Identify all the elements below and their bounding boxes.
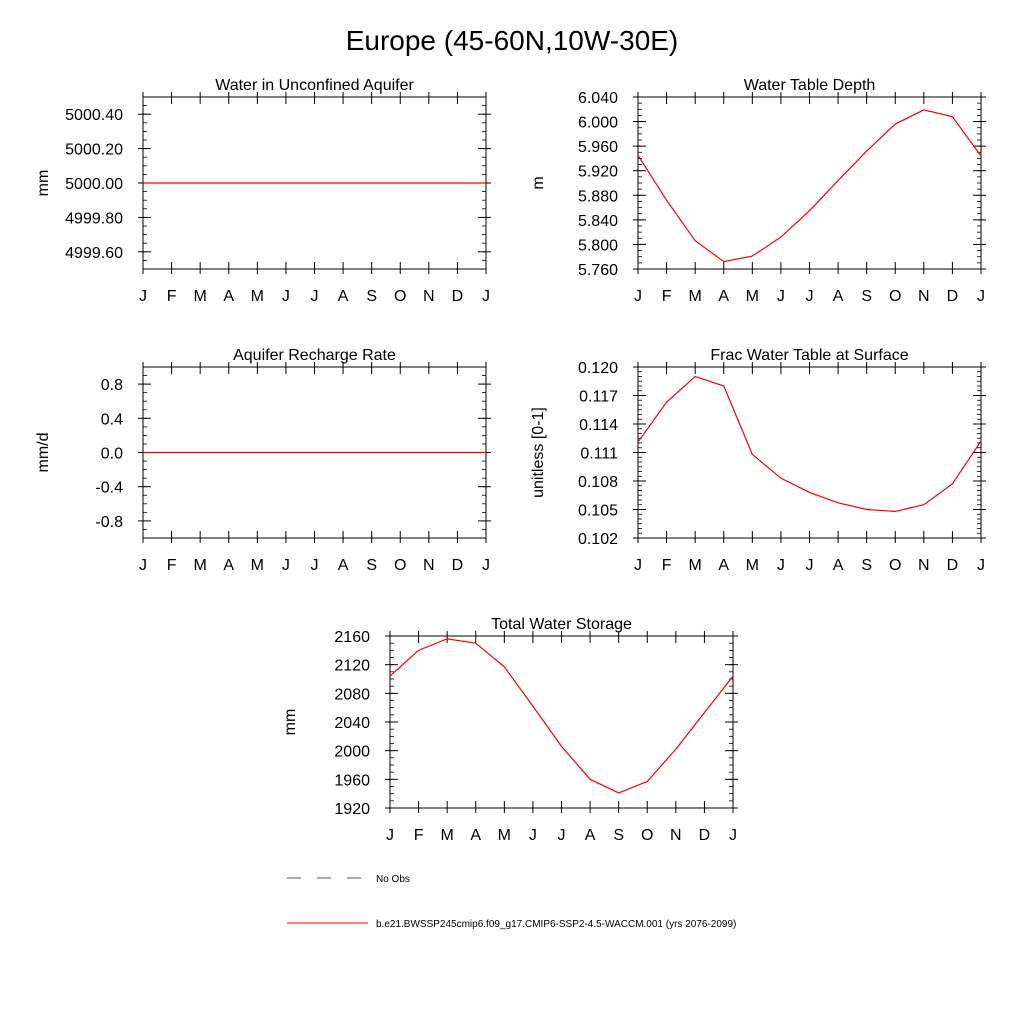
y-tick-label: -0.8 — [95, 513, 123, 531]
x-tick-label: J — [310, 557, 319, 574]
y-tick-label: 0.120 — [577, 360, 618, 377]
panel-frac-water-table-at-surface — [530, 347, 986, 574]
y-tick-label: 2080 — [334, 686, 370, 704]
y-axis-label: mm/d — [35, 432, 52, 473]
x-tick-label: J — [977, 288, 985, 305]
y-tick-label: 1960 — [334, 772, 370, 790]
x-tick-label: M — [193, 557, 207, 574]
x-tick-label: A — [337, 557, 349, 574]
x-tick-label: D — [451, 288, 464, 305]
x-tick-label: F — [661, 288, 672, 305]
x-tick-label: D — [946, 557, 959, 574]
y-tick-label: 0.111 — [580, 445, 618, 463]
panel-total-water-storage — [282, 616, 738, 844]
x-tick-label: N — [918, 557, 930, 574]
panel-water-table-depth — [530, 77, 986, 305]
y-tick-label: 5.760 — [577, 262, 618, 279]
x-tick-label: M — [250, 288, 264, 305]
x-tick-label: N — [918, 288, 930, 305]
series-line — [638, 377, 981, 512]
panel-title: Water in Unconfined Aquifer — [215, 77, 414, 94]
y-tick-label: 0.8 — [100, 377, 123, 395]
y-tick-label: 5000.20 — [65, 141, 123, 159]
y-tick-label: 4999.60 — [65, 244, 123, 262]
y-tick-label: 0.108 — [577, 474, 618, 491]
x-tick-label: J — [805, 288, 814, 305]
x-tick-label: J — [281, 288, 290, 305]
y-tick-label: -0.4 — [95, 479, 123, 497]
x-tick-label: J — [482, 288, 490, 305]
y-tick-label: 4999.80 — [65, 210, 123, 228]
x-tick-label: F — [413, 827, 424, 844]
x-tick-label: J — [528, 827, 537, 844]
x-tick-label: J — [634, 557, 642, 574]
y-tick-label: 6.000 — [577, 114, 618, 132]
x-tick-label: M — [745, 288, 759, 305]
x-tick-label: A — [832, 557, 844, 574]
y-tick-label: 0.105 — [577, 502, 618, 520]
x-tick-label: J — [310, 288, 319, 305]
y-tick-label: 2160 — [334, 629, 370, 646]
x-tick-label: A — [718, 288, 730, 305]
x-tick-label: O — [641, 827, 654, 844]
series-line — [638, 110, 981, 262]
x-tick-label: A — [584, 827, 596, 844]
panel-aquifer-recharge-rate — [35, 347, 491, 574]
legend-model-label: b.e21.BWSSP245cmip6.f09_g17.CMIP6-SSP2-4.5-WACCM.001 (yrs 2076-2099) — [376, 919, 737, 930]
plot-frame — [390, 636, 733, 808]
x-tick-label: J — [634, 288, 642, 305]
x-tick-label: J — [386, 827, 394, 844]
x-tick-label: M — [250, 557, 264, 574]
x-tick-label: S — [366, 288, 378, 305]
x-tick-label: O — [394, 557, 407, 574]
x-tick-label: M — [688, 288, 702, 305]
x-tick-label: N — [423, 557, 435, 574]
y-tick-label: 5000.00 — [65, 176, 123, 193]
x-tick-label: M — [440, 827, 454, 844]
y-tick-label: 1920 — [334, 801, 370, 818]
x-tick-label: S — [613, 827, 625, 844]
x-tick-label: F — [166, 288, 177, 305]
y-tick-label: 0.0 — [100, 445, 123, 463]
x-tick-label: M — [745, 557, 759, 574]
x-tick-label: N — [423, 288, 435, 305]
y-tick-label: 0.4 — [100, 411, 123, 429]
y-axis-label: m — [530, 176, 547, 190]
y-tick-label: 2000 — [334, 743, 370, 761]
y-tick-label: 0.117 — [579, 388, 618, 406]
x-tick-label: J — [557, 827, 566, 844]
x-tick-label: M — [193, 288, 207, 305]
y-tick-label: 2040 — [334, 715, 370, 732]
y-tick-label: 5.920 — [577, 163, 618, 181]
y-axis-label: mm — [282, 708, 299, 736]
panel-water-in-unconfined-aquifer — [35, 77, 491, 305]
x-tick-label: N — [670, 827, 682, 844]
x-tick-label: J — [139, 288, 147, 305]
x-tick-label: J — [977, 557, 985, 574]
y-tick-label: 5.800 — [577, 237, 618, 255]
y-tick-label: 5.880 — [577, 188, 618, 206]
y-tick-label: 5.840 — [577, 212, 618, 230]
x-tick-label: J — [776, 557, 785, 574]
x-tick-label: M — [688, 557, 702, 574]
x-tick-label: J — [729, 827, 737, 844]
panel-title: Total Water Storage — [491, 616, 632, 633]
x-tick-label: F — [661, 557, 672, 574]
x-tick-label: M — [497, 827, 511, 844]
plot-frame — [638, 367, 981, 538]
x-tick-label: A — [718, 557, 730, 574]
figure-title: Europe (45-60N,10W-30E) — [345, 25, 679, 56]
x-tick-label: S — [861, 557, 873, 574]
x-tick-label: J — [776, 288, 785, 305]
panel-title: Water Table Depth — [743, 77, 876, 94]
y-axis-label: mm — [35, 169, 52, 197]
y-tick-label: 0.114 — [579, 417, 618, 434]
y-tick-label: 2120 — [334, 657, 370, 675]
y-tick-label: 5000.40 — [65, 107, 123, 125]
legend-obs-label: No Obs — [376, 874, 410, 885]
panel-title: Frac Water Table at Surface — [710, 347, 909, 364]
x-tick-label: A — [223, 288, 235, 305]
y-tick-label: 5.960 — [577, 139, 618, 157]
x-tick-label: J — [805, 557, 814, 574]
legend — [287, 874, 736, 930]
x-tick-label: S — [861, 288, 873, 305]
x-tick-label: A — [832, 288, 844, 305]
x-tick-label: D — [946, 288, 959, 305]
panel-title: Aquifer Recharge Rate — [233, 347, 396, 364]
x-tick-label: J — [281, 557, 290, 574]
y-axis-label: unitless [0-1] — [530, 407, 547, 498]
x-tick-label: F — [166, 557, 177, 574]
x-tick-label: A — [223, 557, 235, 574]
x-tick-label: O — [889, 557, 902, 574]
x-tick-label: O — [889, 288, 902, 305]
x-tick-label: O — [394, 288, 407, 305]
series-line — [390, 639, 733, 793]
x-tick-label: D — [451, 557, 464, 574]
x-tick-label: D — [698, 827, 711, 844]
x-tick-label: J — [482, 557, 490, 574]
x-tick-label: S — [366, 557, 378, 574]
x-tick-label: A — [470, 827, 482, 844]
x-tick-label: A — [337, 288, 349, 305]
plot-frame — [638, 97, 981, 269]
x-tick-label: J — [139, 557, 147, 574]
y-tick-label: 0.102 — [577, 531, 618, 548]
y-tick-label: 6.040 — [577, 90, 618, 107]
